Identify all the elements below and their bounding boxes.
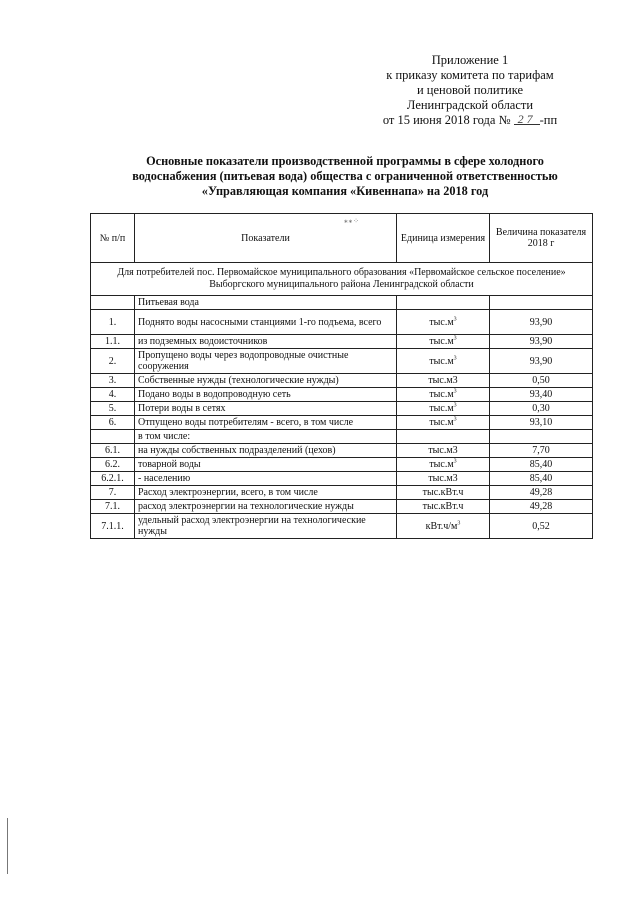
row-value: 85,40 [490,472,593,486]
row-number: 1. [91,310,135,335]
row-unit: тыс.м3 [397,444,490,458]
row-indicator: в том числе: [135,430,397,444]
table-row [91,486,593,500]
section-row [91,263,593,296]
row-unit: тыс.м3 [397,472,490,486]
table-row [91,472,593,486]
row-number: 6.2.1. [91,472,135,486]
table-header-row [91,214,593,263]
row-value: 0,30 [490,402,593,416]
table-row [91,430,593,444]
row-unit: $тыс.м^3$ [397,402,490,416]
document-title [110,154,580,199]
unit-superscript: 3 [457,520,461,527]
indicators-table [90,213,593,539]
row-indicator: Расход электроэнергии, всего, в том числе [135,486,397,500]
row-value: 49,28 [490,486,593,500]
row-indicator: Отпущено воды потребителям - всего, в том числе [135,416,397,430]
row-value: 93,90 [490,335,593,349]
unit-superscript: 3 [453,335,457,342]
row-unit [397,296,490,310]
row-value: 93,40 [490,388,593,402]
row-indicator: расход электроэнергии на технологические нужды [135,500,397,514]
table-row [91,335,593,349]
appendix-line-1: Приложение 1 [431,53,509,67]
row-unit: $тыс.м^3$ [397,335,490,349]
appendix-date-line [352,113,588,128]
row-indicator: - населению [135,472,397,486]
appendix-suffix: -пп [539,113,558,127]
row-value: 49,28 [490,500,593,514]
row-indicator: удельный расход электроэнергии на технологические нужды [135,514,397,539]
row-unit: $тыс.м^3$ [397,310,490,335]
table-row [91,374,593,388]
row-number [91,296,135,310]
row-value: 93,90 [490,349,593,374]
row-number: 7.1.1. [91,514,135,539]
row-unit: $кВт.ч/м^3$ [397,514,490,539]
unit-superscript: 3 [453,458,457,465]
header-num: № п/п [91,214,135,263]
table-row [91,402,593,416]
table-row [91,514,593,539]
row-indicator: Поднято воды насосными станциями 1-го подъема, всего [135,310,397,335]
title-line-2: водоснабжения (питьевая вода) общества с ограниченной ответственностью [132,169,558,183]
row-number: 6. [91,416,135,430]
appendix-line-2: к приказу комитета по тарифам [386,68,554,82]
row-unit: тыс.м3 [397,374,490,388]
handwritten-number: 2 7 [514,114,540,126]
table-row [91,296,593,310]
row-unit: $тыс.м^3$ [397,458,490,472]
row-number: 4. [91,388,135,402]
row-value: 0,50 [490,374,593,388]
row-number: 2. [91,349,135,374]
row-number: 6.1. [91,444,135,458]
row-unit: $тыс.м^3$ [397,349,490,374]
table-row [91,444,593,458]
scan-edge-mark [7,818,10,874]
row-value [490,296,593,310]
row-indicator: на нужды собственных подразделений (цехов) [135,444,397,458]
unit-superscript: 3 [453,416,457,423]
row-unit: $тыс.м^3$ [397,416,490,430]
appendix-block [352,53,588,128]
row-indicator: из подземных водоисточников [135,335,397,349]
row-indicator: Питьевая вода [135,296,397,310]
header-unit: Единица измерения [397,214,490,263]
appendix-line-3: и ценовой политике [416,83,524,97]
table-row [91,458,593,472]
row-number: 1.1. [91,335,135,349]
row-number [91,430,135,444]
table-row [91,416,593,430]
row-unit: тыс.кВт.ч [397,486,490,500]
row-value: 0,52 [490,514,593,539]
row-number: 7.1. [91,500,135,514]
header-value: Величина показателя 2018 г [490,214,593,263]
header-indicator: ⁎⁎⁘ Показатели [135,214,397,263]
row-number: 7. [91,486,135,500]
title-line-3: «Управляющая компания «Кивеннапа» на 2018 год [201,184,489,198]
row-indicator: Потери воды в сетях [135,402,397,416]
row-value: 93,90 [490,310,593,335]
row-unit: $тыс.м^3$ [397,388,490,402]
row-indicator: Подано воды в водопроводную сеть [135,388,397,402]
table-row [91,500,593,514]
row-indicator: Пропущено воды через водопроводные очистные сооружения [135,349,397,374]
scan-mark: ⁎⁎⁘ [344,217,360,225]
appendix-line-4: Ленинградской области [406,98,534,112]
row-number: 6.2. [91,458,135,472]
row-unit: тыс.кВт.ч [397,500,490,514]
row-number: 5. [91,402,135,416]
title-line-1: Основные показатели производственной программы в сфере холодного [146,154,544,168]
table-row [91,310,593,335]
row-number: 3. [91,374,135,388]
row-unit [397,430,490,444]
unit-superscript: 3 [453,316,457,323]
row-indicator: товарной воды [135,458,397,472]
section-caption: Для потребителей пос. Первомайское муниципального образования «Первомайское сельское поселение» Выборгского муниципального района Ленинградской области [91,263,593,296]
row-value: 7,70 [490,444,593,458]
row-indicator: Собственные нужды (технологические нужды) [135,374,397,388]
row-value: 85,40 [490,458,593,472]
row-value [490,430,593,444]
table-row [91,349,593,374]
table-row [91,388,593,402]
unit-superscript: 3 [453,355,457,362]
unit-superscript: 3 [453,388,457,395]
row-value: 93,10 [490,416,593,430]
appendix-date: от 15 июня 2018 года № [382,113,511,127]
unit-superscript: 3 [453,402,457,409]
